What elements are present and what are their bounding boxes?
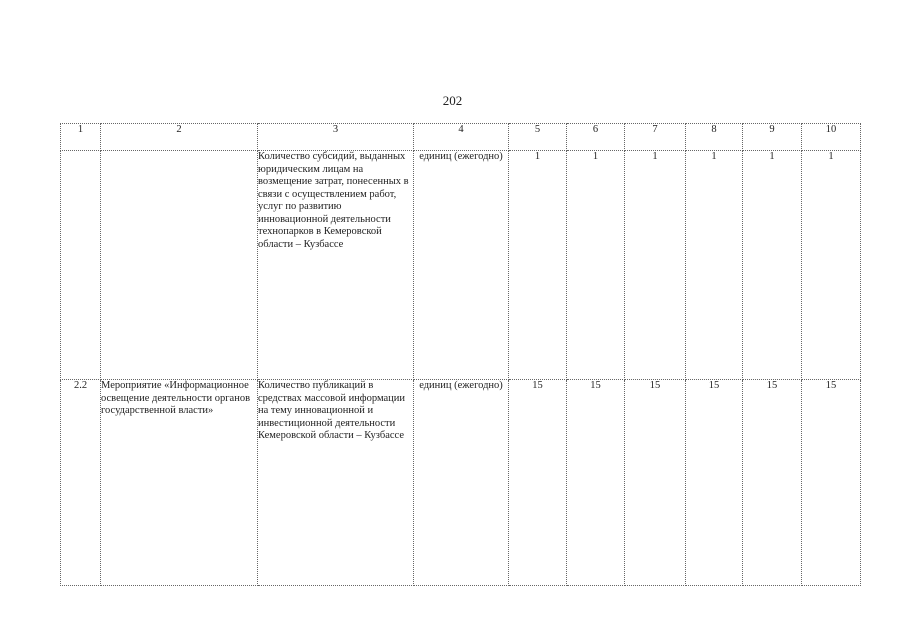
value-cell: 15 [625, 380, 686, 586]
row-number-cell [61, 151, 101, 380]
table-header-row [61, 124, 861, 151]
value-cell: 1 [743, 151, 802, 380]
value-cell: 15 [743, 380, 802, 586]
event-cell: Мероприятие «Информационное освещение деятельности органов государственной власти» [101, 380, 258, 586]
header-cell: 7 [625, 124, 686, 151]
unit-cell: единиц (ежегодно) [414, 151, 509, 380]
header-cell: 3 [258, 124, 414, 151]
header-cell: 2 [101, 124, 258, 151]
header-cell: 5 [509, 124, 567, 151]
value-cell: 15 [567, 380, 625, 586]
indicator-cell: Количество публикаций в средствах массовой информации на тему инновационной и инвестиционной деятельности Кемеровской области – Кузбассе [258, 380, 414, 586]
value-cell: 15 [686, 380, 743, 586]
value-cell: 1 [509, 151, 567, 380]
header-cell: 8 [686, 124, 743, 151]
value-cell: 15 [509, 380, 567, 586]
event-cell [101, 151, 258, 380]
indicator-table [60, 123, 861, 586]
value-cell: 1 [567, 151, 625, 380]
value-cell: 1 [686, 151, 743, 380]
value-cell: 15 [802, 380, 861, 586]
page-number: 202 [442, 93, 463, 108]
header-cell: 10 [802, 124, 861, 151]
header-cell: 9 [743, 124, 802, 151]
indicator-cell: Количество субсидий, выданных юридическим лицам на возмещение затрат, понесенных в связи с осуществлением работ, услуг по развитию инновационной деятельности технопарков в Кемеровской области – Кузбассе [258, 151, 414, 380]
table-row [61, 151, 861, 380]
value-cell: 1 [625, 151, 686, 380]
header-cell: 1 [61, 124, 101, 151]
header-cell: 6 [567, 124, 625, 151]
header-cell: 4 [414, 124, 509, 151]
table-row [61, 380, 861, 586]
row-number-cell: 2.2 [61, 380, 101, 586]
unit-cell: единиц (ежегодно) [414, 380, 509, 586]
value-cell: 1 [802, 151, 861, 380]
